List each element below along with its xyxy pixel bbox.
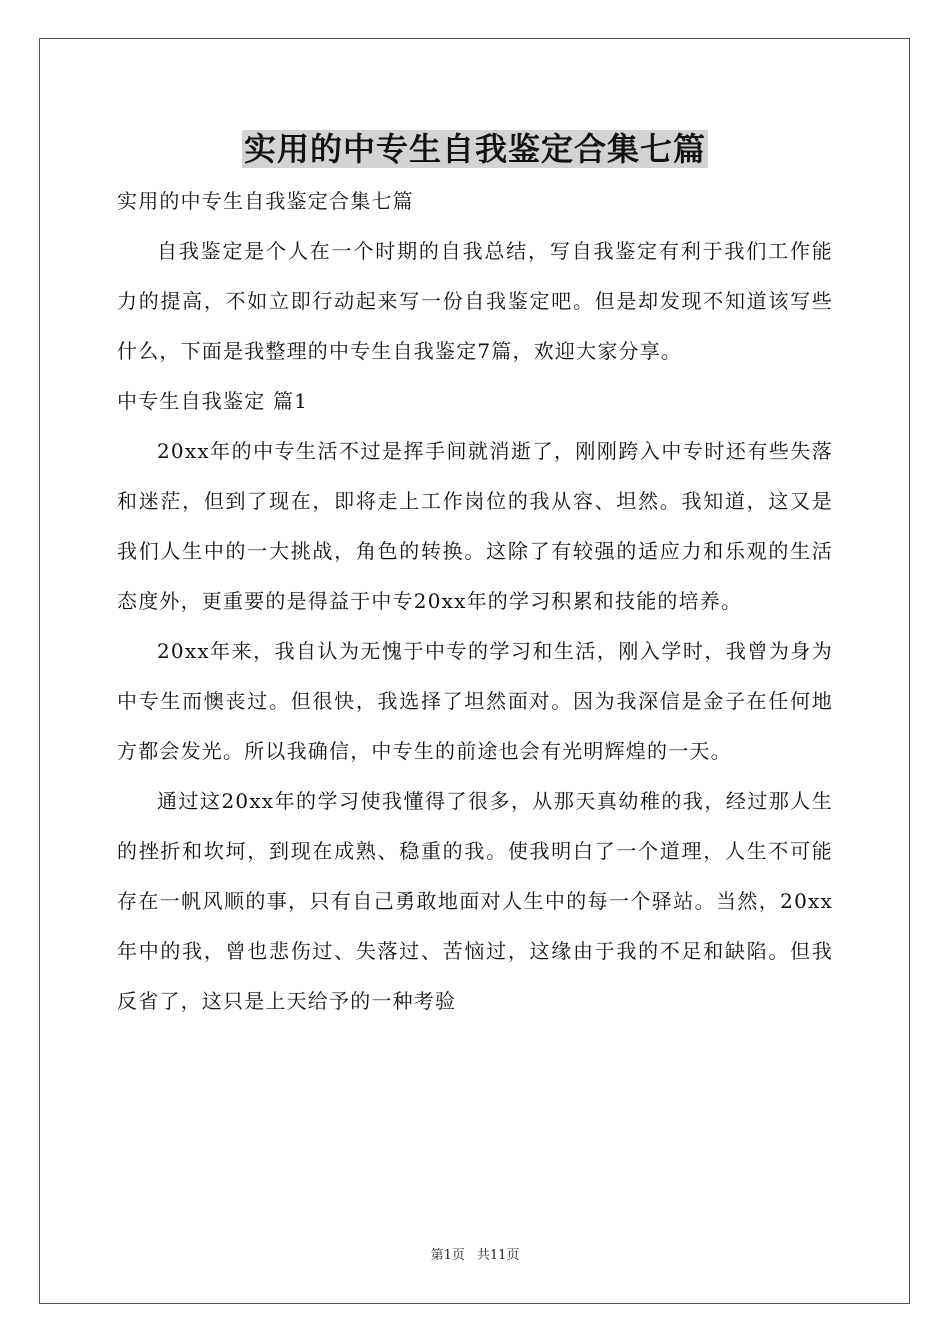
body-paragraph-2: 20xx年来，我自认为无愧于中专的学习和生活，刚入学时，我曾为身为中专生而懊丧过。但很快，我选择了坦然面对。因为我深信是金子在任何地方都会发光。所以我确信，中专生的前途也会有光明辉煌的一天。 [117,639,833,763]
document-body [117,176,833,1026]
intro-paragraph: 自我鉴定是个人在一个时期的自我总结，写自我鉴定有利于我们工作能力的提高，不如立即行动起来写一份自我鉴定吧。但是却发现不知道该写些什么，下面是我整理的中专生自我鉴定7篇，欢迎大家分享。 [117,239,833,363]
page-number: 第1页 [430,1248,465,1263]
document-title [0,127,950,171]
page-footer [0,1246,950,1266]
body-paragraph-1: 20xx年的中专生活不过是挥手间就消逝了，刚刚跨入中专时还有些失落和迷茫，但到了现在，即将走上工作岗位的我从容、坦然。我知道，这又是我们人生中的一大挑战，角色的转换。这除了有较强的适应力和乐观的生活态度外，更重要的是得益于中专20xx年的学习积累和技能的培养。 [117,439,833,613]
section-heading: 中专生自我鉴定 篇1 [117,389,309,413]
body-paragraph-3: 通过这20xx年的学习使我懂得了很多，从那天真幼稚的我，经过那人生的挫折和坎坷，到现在成熟、稳重的我。使我明白了一个道理，人生不可能存在一帆风顺的事，只有自己勇敢地面对人生中的每一个驿站。当然，20xx年中的我，曾也悲伤过、失落过、苦恼过，这缘由于我的不足和缺陷。但我反省了，这只是上天给予的一种考验 [117,789,833,1013]
page-total: 共11页 [476,1248,520,1263]
subtitle-line: 实用的中专生自我鉴定合集七篇 [117,189,414,213]
document-title-text: 实用的中专生自我鉴定合集七篇 [243,130,706,168]
